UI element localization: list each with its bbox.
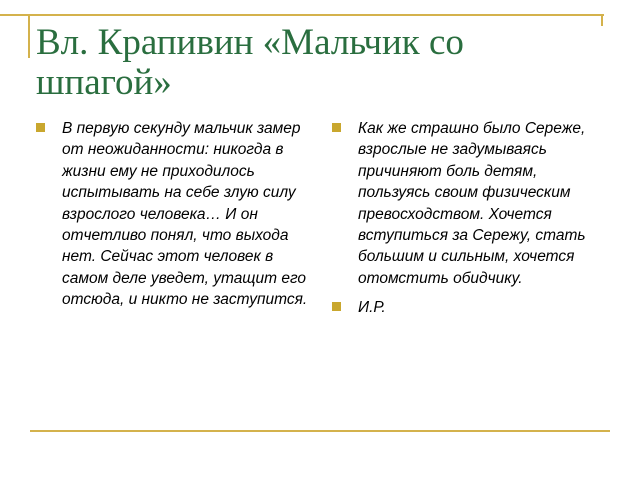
left-vertical-rule — [28, 14, 30, 58]
slide-title: Вл. Крапивин «Мальчик со шпагой» — [36, 22, 464, 103]
author-initials: И.Р. — [358, 299, 386, 317]
quote-text: В первую секунду мальчик замер от неожиданности: никогда в жизни ему не приходилось испытывать на себе злую силу взрослого человека… И он отчетливо понял, что выхода нет. Сейчас этот человек в самом деле уведет, утащит его отсюда, и никто не заступится. — [62, 120, 308, 309]
square-bullet-icon — [36, 123, 45, 132]
top-decorative-rule — [0, 14, 604, 16]
left-text-column — [36, 118, 311, 319]
list-item — [332, 297, 602, 318]
right-text-column — [332, 118, 602, 327]
list-item — [332, 118, 602, 289]
square-bullet-icon — [332, 123, 341, 132]
square-bullet-icon — [332, 302, 341, 311]
commentary-text: Как же страшно было Сереже, взрослые не задумываясь причиняют боль детям, пользуясь своим физическим превосходством. Хочется вступиться за Сережу, стать большим и сильным, хочется отомстить обидчику. — [358, 120, 586, 287]
list-item — [36, 118, 311, 311]
bottom-decorative-rule — [30, 430, 610, 432]
